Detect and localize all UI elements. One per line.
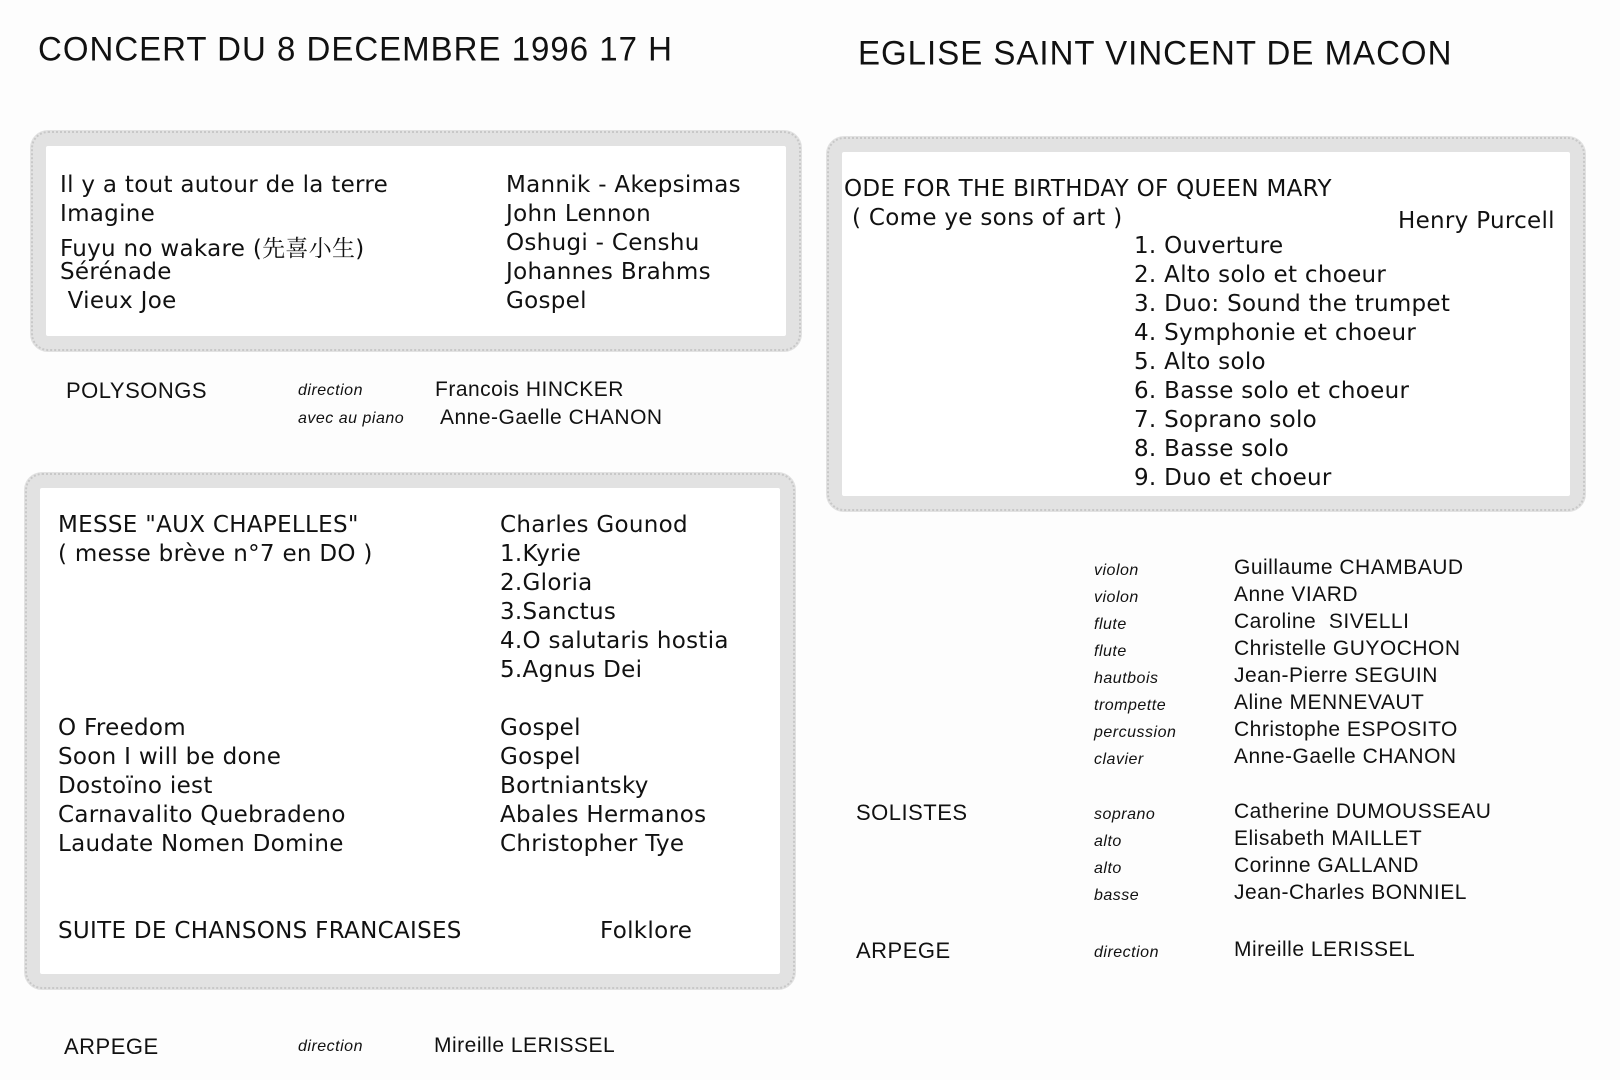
instrument-role: flute [1094, 643, 1127, 660]
song-composer: John Lennon [506, 201, 651, 227]
ensemble-name-arpege: ARPEGE [64, 1034, 159, 1059]
ensemble-name-polysongs: POLYSONGS [66, 378, 208, 403]
ode-title: ODE FOR THE BIRTHDAY OF QUEEN MARY [844, 176, 1332, 202]
soloist-role: alto [1094, 860, 1122, 877]
instrument-person: Jean-Pierre SEGUIN [1234, 664, 1438, 687]
soloist-role: basse [1094, 887, 1140, 904]
song-title: O Freedom [58, 715, 186, 741]
song-composer: Bortniantsky [500, 773, 649, 799]
song-composer: Abales Hermanos [500, 802, 707, 828]
ode-movement: 4. Symphonie et choeur [1134, 320, 1417, 346]
mass-movement: 4.O salutaris hostia [500, 628, 729, 654]
mass-movement: 2.Gloria [500, 570, 593, 596]
credit-person: Anne-Gaelle CHANON [440, 406, 663, 429]
ode-movement: 5. Alto solo [1134, 349, 1266, 375]
song-title: Sérénade [60, 259, 172, 285]
soloist-person: Catherine DUMOUSSEAU [1234, 800, 1492, 823]
ode-movement: 1. Ouverture [1134, 233, 1284, 259]
song-title: Vieux Joe [60, 288, 177, 314]
instrument-role: flute [1094, 616, 1127, 633]
ensemble-name-arpege: ARPEGE [856, 938, 951, 963]
song-composer: Mannik - Akepsimas [506, 172, 741, 198]
ode-movement: 6. Basse solo et choeur [1134, 378, 1410, 404]
mass-movement: 1.Kyrie [500, 541, 582, 567]
ode-movement: 2. Alto solo et choeur [1134, 262, 1387, 288]
song-composer: Oshugi - Censhu [506, 230, 700, 256]
instrument-person: Caroline SIVELLI [1234, 610, 1410, 633]
concert-date-heading: CONCERT DU 8 DECEMBRE 1996 17 H [38, 29, 673, 68]
mass-movement: 3.Sanctus [500, 599, 617, 625]
instrument-role: hautbois [1094, 670, 1159, 687]
instrument-role: percussion [1094, 724, 1177, 741]
instrument-person: Guillaume CHAMBAUD [1234, 556, 1464, 579]
ode-movement: 8. Basse solo [1134, 436, 1289, 462]
instrument-role: trompette [1094, 697, 1167, 714]
suite-composer: Folklore [600, 918, 693, 944]
soloist-role: alto [1094, 833, 1122, 850]
credit-person: Francois HINCKER [435, 378, 624, 401]
credit-role: direction [1094, 944, 1159, 961]
song-title: Laudate Nomen Domine [58, 831, 344, 857]
soloist-person: Corinne GALLAND [1234, 854, 1419, 877]
mass-movement: 5.Agnus Dei [500, 657, 643, 683]
instrument-role: violon [1094, 589, 1139, 606]
soloist-role: soprano [1094, 806, 1156, 823]
instrument-person: Aline MENNEVAUT [1234, 691, 1425, 714]
mass-title: MESSE "AUX CHAPELLES" [58, 512, 359, 538]
soloist-person: Jean-Charles BONNIEL [1234, 881, 1467, 904]
ode-movement: 7. Soprano solo [1134, 407, 1318, 433]
ode-movement: 9. Duo et choeur [1134, 465, 1332, 491]
song-title: Dostoïno iest [58, 773, 213, 799]
song-title: Il y a tout autour de la terre [60, 172, 389, 198]
soloist-person: Elisabeth MAILLET [1234, 827, 1423, 850]
song-composer: Gospel [506, 288, 587, 314]
instrument-person: Christelle GUYOCHON [1234, 637, 1461, 660]
ode-subtitle: ( Come ye sons of art ) [852, 205, 1123, 231]
venue-heading: EGLISE SAINT VINCENT DE MACON [858, 33, 1453, 72]
instrument-role: clavier [1094, 751, 1144, 768]
soloists-label: SOLISTES [856, 800, 968, 825]
song-title: Fuyu no wakare (先喜小生) [60, 236, 365, 262]
credit-role: direction [298, 1038, 363, 1055]
credit-role: avec au piano [298, 410, 405, 427]
song-composer: Gospel [500, 715, 581, 741]
program-box-polysongs [30, 130, 802, 352]
instrument-person: Anne-Gaelle CHANON [1234, 745, 1457, 768]
ode-composer: Henry Purcell [1398, 208, 1555, 234]
program-box-purcell [826, 136, 1586, 512]
song-title: Imagine [60, 201, 156, 227]
song-composer: Johannes Brahms [506, 259, 711, 285]
instrument-person: Christophe ESPOSITO [1234, 718, 1458, 741]
program-box-arpege [24, 472, 796, 990]
suite-title: SUITE DE CHANSONS FRANCAISES [58, 918, 462, 944]
credit-person: Mireille LERISSEL [434, 1034, 616, 1057]
instrument-role: violon [1094, 562, 1139, 579]
mass-composer: Charles Gounod [500, 512, 688, 538]
song-title: Soon I will be done [58, 744, 282, 770]
song-title: Carnavalito Quebradeno [58, 802, 346, 828]
credit-person: Mireille LERISSEL [1234, 938, 1416, 961]
credit-role: direction [298, 382, 363, 399]
instrument-person: Anne VIARD [1234, 583, 1359, 606]
song-composer: Gospel [500, 744, 581, 770]
song-composer: Christopher Tye [500, 831, 685, 857]
ode-movement: 3. Duo: Sound the trumpet [1134, 291, 1451, 317]
mass-subtitle: ( messe brève n°7 en DO ) [58, 541, 373, 567]
